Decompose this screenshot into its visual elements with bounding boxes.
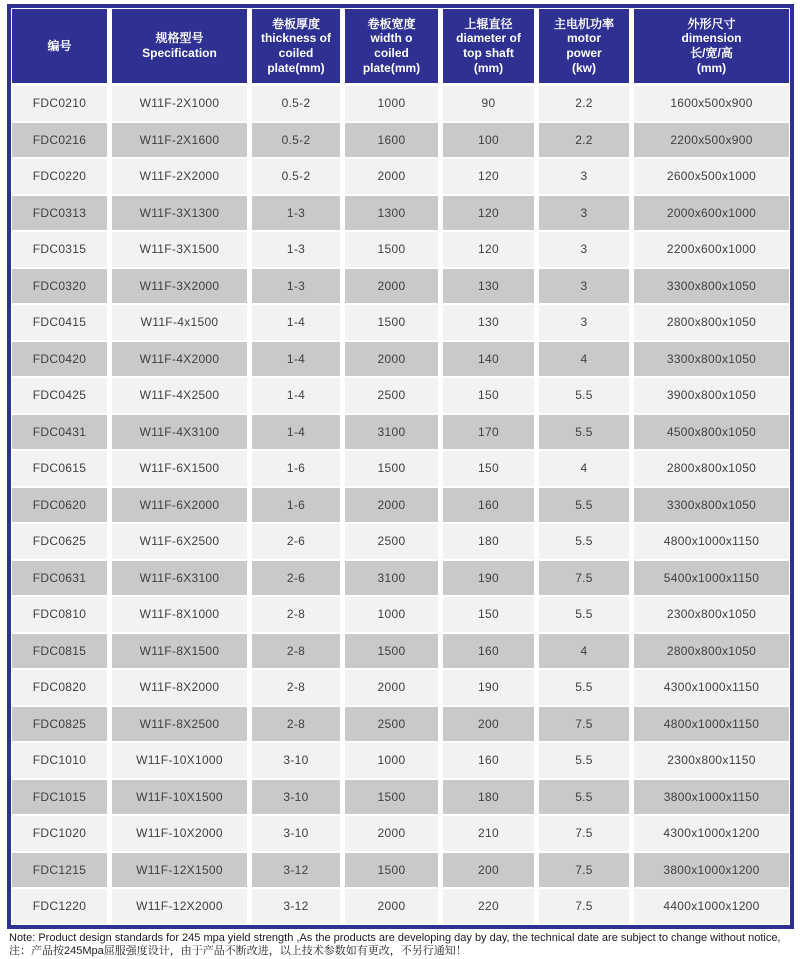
table-cell: 1500 [345, 780, 443, 817]
column-header-line: thickness of [253, 31, 339, 46]
table-cell: 2-8 [252, 634, 345, 671]
table-cell: 1300 [345, 196, 443, 233]
table-cell: FDC1015 [12, 780, 112, 817]
table-cell: 1000 [345, 86, 443, 123]
table-cell: W11F-12X1500 [112, 853, 252, 890]
table-cell: FDC0313 [12, 196, 112, 233]
table-cell: 150 [443, 451, 539, 488]
table-cell: W11F-4x1500 [112, 305, 252, 342]
table-cell: 1000 [345, 597, 443, 634]
table-row [12, 561, 789, 598]
column-header-top-shaft-diameter [443, 9, 539, 86]
table-cell: FDC1020 [12, 816, 112, 853]
table-cell: W11F-2X1600 [112, 123, 252, 160]
spec-table-frame [7, 4, 794, 929]
note-english: Note: Product design standards for 245 mpa yield strength ,As the products are developing day by day, the technical date are subject to change without notice, [9, 932, 792, 946]
table-cell: 4500x800x1050 [634, 415, 789, 452]
table-row [12, 86, 789, 123]
table-cell: 2500 [345, 378, 443, 415]
table-cell: 190 [443, 561, 539, 598]
column-header-line: plate(mm) [253, 61, 339, 76]
table-cell: W11F-10X1500 [112, 780, 252, 817]
table-cell: W11F-8X1500 [112, 634, 252, 671]
table-cell: 3 [539, 232, 634, 269]
spec-table [12, 9, 789, 924]
table-cell: 3800x1000x1150 [634, 780, 789, 817]
table-cell: 1500 [345, 451, 443, 488]
table-row [12, 342, 789, 379]
table-cell: W11F-8X2500 [112, 707, 252, 744]
table-cell: W11F-6X2000 [112, 488, 252, 525]
table-cell: FDC0820 [12, 670, 112, 707]
table-cell: 5.5 [539, 524, 634, 561]
table-row [12, 780, 789, 817]
table-cell: FDC0210 [12, 86, 112, 123]
column-header-line: 编号 [13, 39, 106, 54]
table-cell: 160 [443, 743, 539, 780]
table-cell: 4800x1000x1150 [634, 707, 789, 744]
table-cell: 1600 [345, 123, 443, 160]
table-cell: 180 [443, 780, 539, 817]
column-header-line: (mm) [444, 61, 533, 76]
column-header-line: Specification [113, 46, 246, 61]
table-cell: FDC0825 [12, 707, 112, 744]
table-cell: 4 [539, 451, 634, 488]
table-cell: 2500 [345, 707, 443, 744]
table-cell: 3-10 [252, 743, 345, 780]
table-cell: W11F-10X2000 [112, 816, 252, 853]
table-cell: 1-3 [252, 232, 345, 269]
footer-notes [7, 929, 794, 959]
table-cell: 120 [443, 232, 539, 269]
table-cell: FDC0320 [12, 269, 112, 306]
table-row [12, 597, 789, 634]
table-cell: 3 [539, 196, 634, 233]
table-cell: FDC0216 [12, 123, 112, 160]
table-row [12, 378, 789, 415]
table-cell: 0.5-2 [252, 123, 345, 160]
table-cell: 2000 [345, 816, 443, 853]
table-cell: 4 [539, 634, 634, 671]
table-cell: 7.5 [539, 853, 634, 890]
table-cell: FDC0431 [12, 415, 112, 452]
table-cell: 200 [443, 853, 539, 890]
table-cell: 3300x800x1050 [634, 488, 789, 525]
table-cell: 4300x1000x1200 [634, 816, 789, 853]
table-cell: 1-4 [252, 415, 345, 452]
table-cell: 4 [539, 342, 634, 379]
table-cell: 170 [443, 415, 539, 452]
table-cell: W11F-10X1000 [112, 743, 252, 780]
table-cell: FDC1215 [12, 853, 112, 890]
table-cell: 3 [539, 269, 634, 306]
table-cell: 2-8 [252, 707, 345, 744]
table-cell: 160 [443, 488, 539, 525]
table-cell: 2-8 [252, 597, 345, 634]
table-row [12, 743, 789, 780]
table-cell: 1-6 [252, 451, 345, 488]
table-cell: FDC0815 [12, 634, 112, 671]
column-header-line: motor [540, 31, 628, 46]
table-cell: 2300x800x1050 [634, 597, 789, 634]
column-header-line: plate(mm) [346, 61, 437, 76]
table-cell: FDC0625 [12, 524, 112, 561]
table-row [12, 816, 789, 853]
column-header-line: coiled [346, 46, 437, 61]
table-cell: 2-6 [252, 524, 345, 561]
table-cell: 2000x600x1000 [634, 196, 789, 233]
table-cell: FDC0425 [12, 378, 112, 415]
table-cell: 1500 [345, 232, 443, 269]
table-cell: 180 [443, 524, 539, 561]
column-header-dimension [634, 9, 789, 86]
table-cell: 4400x1000x1200 [634, 889, 789, 924]
table-cell: FDC0810 [12, 597, 112, 634]
column-header-line: (kw) [540, 61, 628, 76]
table-cell: 7.5 [539, 707, 634, 744]
table-cell: 1000 [345, 743, 443, 780]
table-cell: 150 [443, 378, 539, 415]
table-cell: 2000 [345, 670, 443, 707]
table-cell: W11F-4X3100 [112, 415, 252, 452]
table-cell: W11F-8X1000 [112, 597, 252, 634]
table-cell: 150 [443, 597, 539, 634]
table-cell: 3 [539, 159, 634, 196]
column-header-thickness [252, 9, 345, 86]
table-cell: FDC0315 [12, 232, 112, 269]
table-cell: 1-3 [252, 196, 345, 233]
column-header-line: 外形尺寸 [635, 17, 788, 32]
table-cell: 0.5-2 [252, 86, 345, 123]
table-row [12, 853, 789, 890]
table-cell: 3-12 [252, 889, 345, 924]
column-header-line: dimension [635, 31, 788, 46]
header-row [12, 9, 789, 86]
table-cell: 7.5 [539, 816, 634, 853]
table-cell: 1-4 [252, 342, 345, 379]
table-cell: 3100 [345, 415, 443, 452]
table-cell: 2-6 [252, 561, 345, 598]
table-row [12, 159, 789, 196]
table-cell: 3-12 [252, 853, 345, 890]
table-cell: 2-8 [252, 670, 345, 707]
table-cell: 2600x500x1000 [634, 159, 789, 196]
table-cell: W11F-2X1000 [112, 86, 252, 123]
table-cell: 1500 [345, 305, 443, 342]
table-cell: 130 [443, 269, 539, 306]
table-cell: 0.5-2 [252, 159, 345, 196]
column-header-line: (mm) [635, 61, 788, 76]
table-cell: 190 [443, 670, 539, 707]
table-row [12, 269, 789, 306]
table-cell: 2.2 [539, 86, 634, 123]
table-row [12, 488, 789, 525]
table-cell: FDC0220 [12, 159, 112, 196]
table-cell: W11F-6X1500 [112, 451, 252, 488]
table-cell: 210 [443, 816, 539, 853]
table-cell: FDC1010 [12, 743, 112, 780]
table-cell: 7.5 [539, 889, 634, 924]
table-cell: FDC1220 [12, 889, 112, 924]
table-cell: W11F-12X2000 [112, 889, 252, 924]
column-header-line: 规格型号 [113, 31, 246, 46]
table-row [12, 232, 789, 269]
table-body [12, 86, 789, 924]
table-cell: 120 [443, 196, 539, 233]
table-cell: 3-10 [252, 780, 345, 817]
column-header-number [12, 9, 112, 86]
table-cell: 7.5 [539, 561, 634, 598]
table-cell: 90 [443, 86, 539, 123]
table-cell: 160 [443, 634, 539, 671]
table-cell: 2800x800x1050 [634, 451, 789, 488]
column-header-line: power [540, 46, 628, 61]
table-cell: 2.2 [539, 123, 634, 160]
table-cell: 5.5 [539, 743, 634, 780]
table-cell: 5400x1000x1150 [634, 561, 789, 598]
table-row [12, 123, 789, 160]
table-cell: 5.5 [539, 415, 634, 452]
table-cell: 5.5 [539, 780, 634, 817]
table-cell: 5.5 [539, 378, 634, 415]
table-cell: 5.5 [539, 670, 634, 707]
table-row [12, 889, 789, 924]
table-cell: W11F-6X3100 [112, 561, 252, 598]
table-cell: 130 [443, 305, 539, 342]
table-cell: W11F-3X1300 [112, 196, 252, 233]
table-cell: 4800x1000x1150 [634, 524, 789, 561]
table-cell: W11F-4X2000 [112, 342, 252, 379]
table-row [12, 670, 789, 707]
table-cell: 2000 [345, 269, 443, 306]
column-header-line: top shaft [444, 46, 533, 61]
column-header-line: diameter of [444, 31, 533, 46]
table-cell: 100 [443, 123, 539, 160]
table-cell: 2200x600x1000 [634, 232, 789, 269]
table-cell: 200 [443, 707, 539, 744]
table-cell: 1-6 [252, 488, 345, 525]
table-cell: 1500 [345, 634, 443, 671]
table-cell: W11F-8X2000 [112, 670, 252, 707]
table-cell: 3800x1000x1200 [634, 853, 789, 890]
table-cell: 2000 [345, 889, 443, 924]
table-cell: 3100 [345, 561, 443, 598]
column-header-line: 主电机功率 [540, 17, 628, 32]
table-cell: 2000 [345, 159, 443, 196]
table-cell: 1-3 [252, 269, 345, 306]
table-cell: 2300x800x1150 [634, 743, 789, 780]
table-cell: 2000 [345, 342, 443, 379]
table-cell: 2500 [345, 524, 443, 561]
table-cell: W11F-3X2000 [112, 269, 252, 306]
table-cell: 220 [443, 889, 539, 924]
table-cell: W11F-2X2000 [112, 159, 252, 196]
column-header-line: 卷板厚度 [253, 17, 339, 32]
note-chinese: 注：产品按245Mpa屈服强度设计，由于产品不断改进，以上技术参数如有更改，不另行通知！ [9, 945, 792, 959]
table-row [12, 196, 789, 233]
table-cell: 1600x500x900 [634, 86, 789, 123]
table-cell: 5.5 [539, 597, 634, 634]
column-header-line: coiled [253, 46, 339, 61]
table-cell: 4300x1000x1150 [634, 670, 789, 707]
table-row [12, 524, 789, 561]
table-row [12, 634, 789, 671]
table-cell: W11F-6X2500 [112, 524, 252, 561]
table-cell: FDC0620 [12, 488, 112, 525]
table-cell: 2200x500x900 [634, 123, 789, 160]
table-row [12, 415, 789, 452]
table-cell: 1-4 [252, 305, 345, 342]
table-cell: 1500 [345, 853, 443, 890]
table-cell: 140 [443, 342, 539, 379]
table-cell: FDC0631 [12, 561, 112, 598]
table-cell: 2800x800x1050 [634, 634, 789, 671]
table-row [12, 707, 789, 744]
table-cell: 3300x800x1050 [634, 269, 789, 306]
table-cell: 2800x800x1050 [634, 305, 789, 342]
column-header-width [345, 9, 443, 86]
table-cell: 120 [443, 159, 539, 196]
table-row [12, 451, 789, 488]
table-cell: FDC0420 [12, 342, 112, 379]
table-cell: FDC0615 [12, 451, 112, 488]
table-cell: 3-10 [252, 816, 345, 853]
table-cell: 1-4 [252, 378, 345, 415]
table-cell: W11F-4X2500 [112, 378, 252, 415]
column-header-line: 上辊直径 [444, 17, 533, 32]
table-cell: 3900x800x1050 [634, 378, 789, 415]
table-cell: 3 [539, 305, 634, 342]
column-header-line: width o [346, 31, 437, 46]
table-cell: 2000 [345, 488, 443, 525]
column-header-specification [112, 9, 252, 86]
column-header-line: 卷板宽度 [346, 17, 437, 32]
column-header-motor-power [539, 9, 634, 86]
table-cell: FDC0415 [12, 305, 112, 342]
table-cell: 3300x800x1050 [634, 342, 789, 379]
table-cell: W11F-3X1500 [112, 232, 252, 269]
table-cell: 5.5 [539, 488, 634, 525]
table-row [12, 305, 789, 342]
column-header-line: 长/宽/高 [635, 46, 788, 61]
